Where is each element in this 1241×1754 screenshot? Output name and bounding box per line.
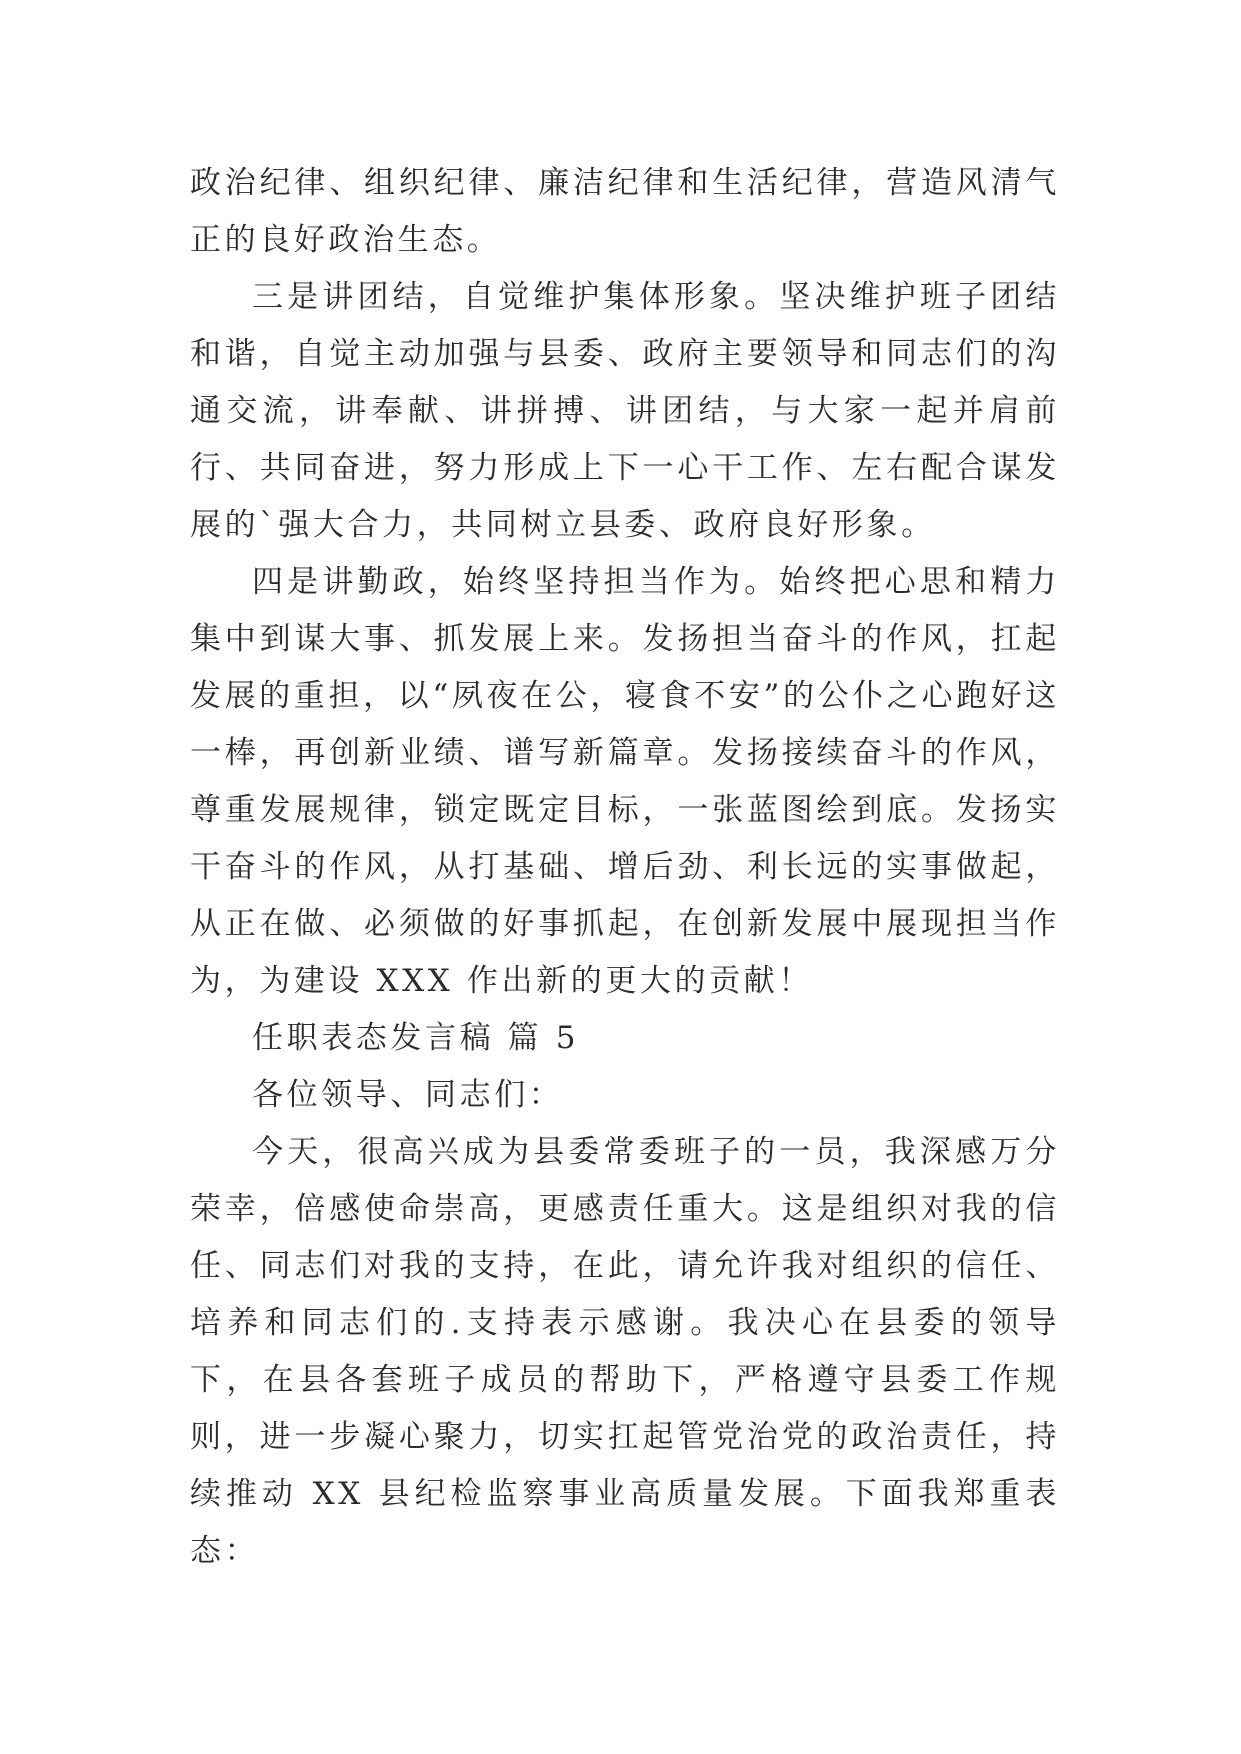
document-body	[190, 155, 1060, 1580]
paragraph-opening-remarks: 今天，很高兴成为县委常委班子的一员，我深感万分荣幸，倍感使命崇高，更感责任重大。这是组织对我的信任、同志们对我的支持，在此，请允许我对组织的信任、培养和同志们的.支持表示感谢。我决心在县委的领导下，在县各套班子成员的帮助下，严格遵守县委工作规则，进一步凝心聚力，切实扛起管党治党的政治责任，持续推动 XX 县纪检监察事业高质量发展。下面我郑重表态：	[190, 1134, 1060, 1569]
paragraph-discipline: 政治纪律、组织纪律、廉洁纪律和生活纪律，营造风清气正的良好政治生态。	[190, 165, 1060, 258]
paragraph-diligence: 四是讲勤政，始终坚持担当作为。始终把心思和精力集中到谋大事、抓发展上来。发扬担当奋斗的作风，扛起发展的重担，以“夙夜在公，寝食不安”的公仆之心跑好这一棒，再创新业绩、谱写新篇章。发扬接续奋斗的作风，尊重发展规律，锁定既定目标，一张蓝图绘到底。发扬实干奋斗的作风，从打基础、增后劲、利长远的实事做起，从正在做、必须做的好事抓起，在创新发展中展现担当作为，为建设 XXX 作出新的更大的贡献！	[190, 564, 1060, 999]
section-title: 任职表态发言稿 篇 5	[252, 1020, 580, 1056]
paragraph-unity: 三是讲团结，自觉维护集体形象。坚决维护班子团结和谐，自觉主动加强与县委、政府主要领导和同志们的沟通交流，讲奉献、讲拼搏、讲团结，与大家一起并肩前行、共同奋进，努力形成上下一心干工作、左右配合谋发展的`强大合力，共同树立县委、政府良好形象。	[190, 279, 1060, 543]
salutation: 各位领导、同志们：	[252, 1077, 564, 1113]
